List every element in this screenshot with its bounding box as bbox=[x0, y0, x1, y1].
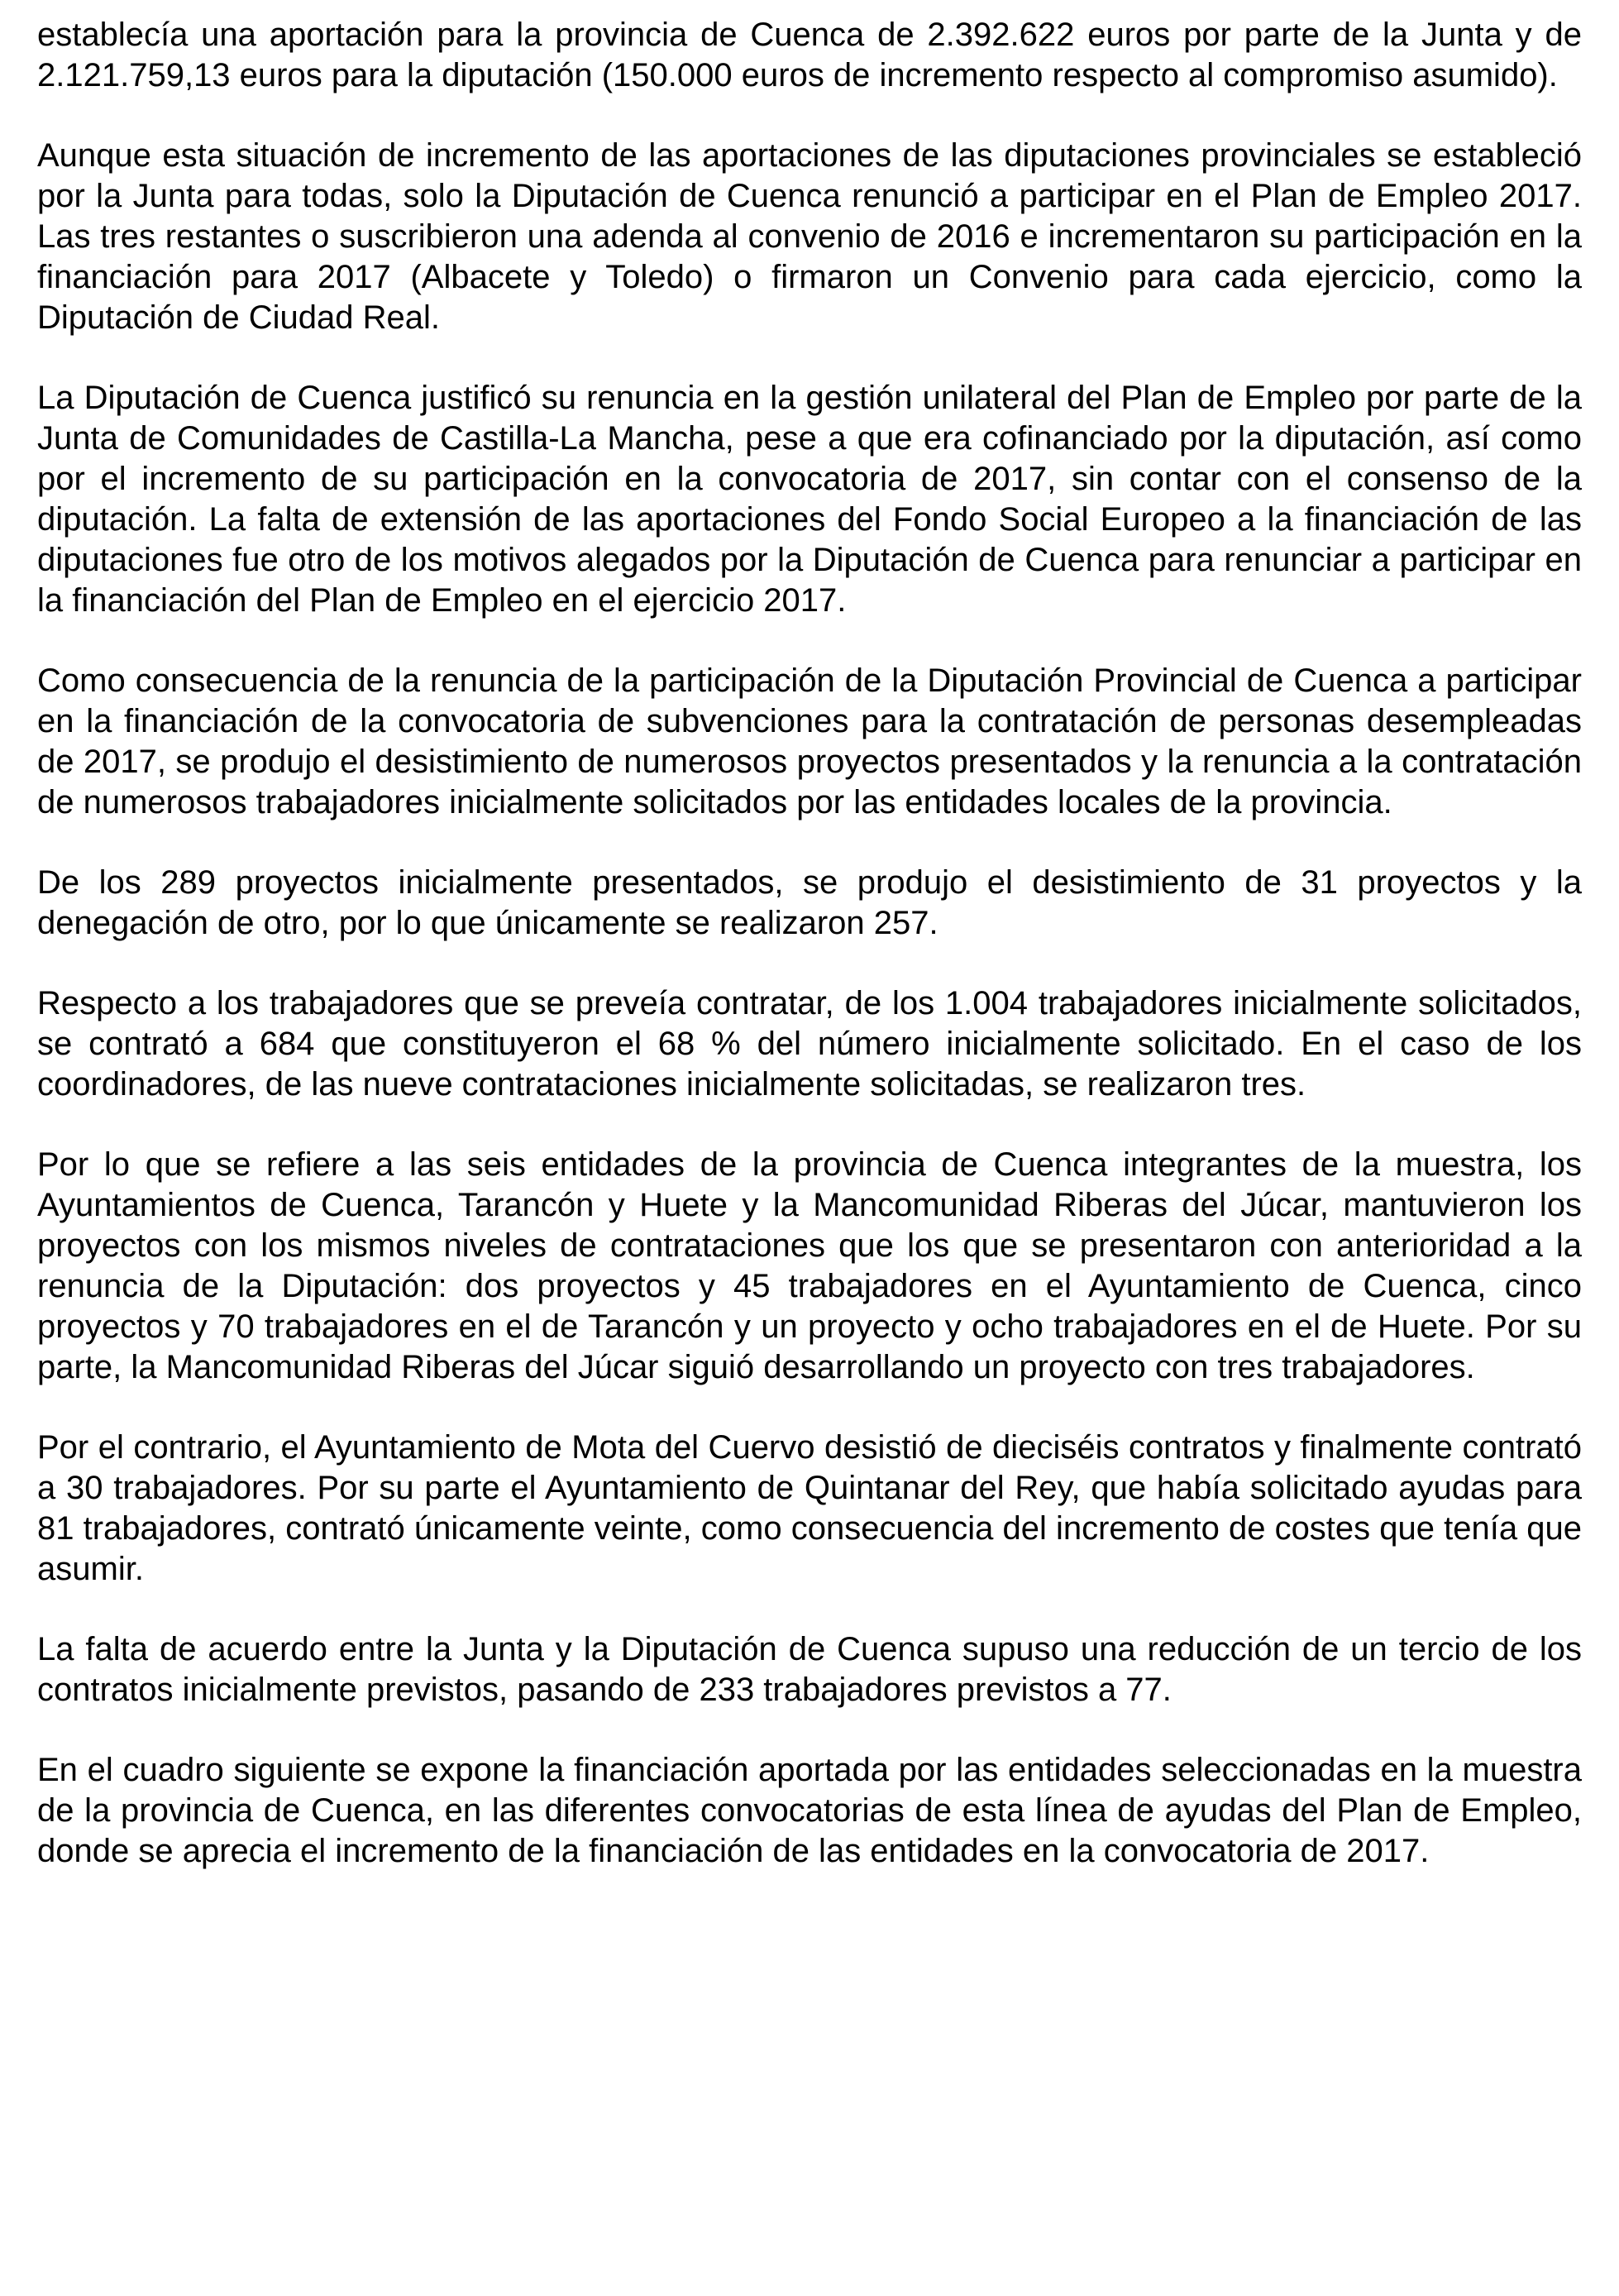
paragraph-mota-quintanar: Por el contrario, el Ayuntamiento de Mota del Cuervo desistió de dieciséis contratos y finalmente contrató a 30 trabajadores. Por su parte el Ayuntamiento de Quintanar del Rey, que había solicitado ayudas para 81 trabajadores, contrató únicamente veinte, como consecuencia del incremento de costes que tenía que asumir. bbox=[37, 1429, 1582, 1587]
paragraph-reduccion-contratos: La falta de acuerdo entre la Junta y la Diputación de Cuenca supuso una reducción de un tercio de los contratos inicialmente previstos, pasando de 233 trabajadores previstos a 77. bbox=[37, 1631, 1582, 1708]
paragraph-justificacion-renuncia: La Diputación de Cuenca justificó su renuncia en la gestión unilateral del Plan de Empleo por parte de la Junta de Comunidades de Castilla-La Mancha, pese a que era cofinanciado por la diputación, así como por el incremento de su participación en la convocatoria de 2017, sin contar con el consenso de la diputación. La falta de extensión de las aportaciones del Fondo Social Europeo a la financiación de las diputaciones fue otro de los motivos alegados por la Diputación de Cuenca para renunciar a participar en la financiación del Plan de Empleo en el ejercicio 2017. bbox=[37, 380, 1582, 619]
paragraph-proyectos-presentados: De los 289 proyectos inicialmente presentados, se produjo el desistimiento de 31 proyectos y la denegación de otro, por lo que únicamente se realizaron 257. bbox=[37, 864, 1582, 941]
paragraph-aportacion-cuenca: establecía una aportación para la provincia de Cuenca de 2.392.622 euros por parte de la Junta y de 2.121.759,13 euros para la diputación (150.000 euros de incremento respecto al compromiso asumido). bbox=[37, 17, 1582, 93]
document-page bbox=[37, 15, 1582, 1911]
paragraph-consecuencias-renuncia: Como consecuencia de la renuncia de la participación de la Diputación Provincial de Cuenca a participar en la financiación de la convocatoria de subvenciones para la contratación de personas desempleadas de 2017, se produjo el desistimiento de numerosos proyectos presentados y la renuncia a la contratación de numerosos trabajadores inicialmente solicitados por las entidades locales de la provincia. bbox=[37, 662, 1582, 820]
paragraph-renuncia-diputacion: Aunque esta situación de incremento de las aportaciones de las diputaciones provinciales se estableció por la Junta para todas, solo la Diputación de Cuenca renunció a participar en el Plan de Empleo 2017. Las tres restantes o suscribieron una adenda al convenio de 2016 e incrementaron su participación en la financiación para 2017 (Albacete y Toledo) o firmaron un Convenio para cada ejercicio, como la Diputación de Ciudad Real. bbox=[37, 137, 1582, 336]
paragraph-entidades-muestra: Por lo que se refiere a las seis entidades de la provincia de Cuenca integrantes de la muestra, los Ayuntamientos de Cuenca, Tarancón y Huete y la Mancomunidad Riberas del Júcar, mantuvieron los proyectos con los mismos niveles de contrataciones que los que se presentaron con anterioridad a la renuncia de la Diputación: dos proyectos y 45 trabajadores en el Ayuntamiento de Cuenca, cinco proyectos y 70 trabajadores en el de Tarancón y un proyecto y ocho trabajadores en el de Huete. Por su parte, la Mancomunidad Riberas del Júcar siguió desarrollando un proyecto con tres trabajadores. bbox=[37, 1146, 1582, 1385]
paragraph-cuadro-financiacion: En el cuadro siguiente se expone la financiación aportada por las entidades seleccionadas en la muestra de la provincia de Cuenca, en las diferentes convocatorias de esta línea de ayudas del Plan de Empleo, donde se aprecia el incremento de la financiación de las entidades en la convocatoria de 2017. bbox=[37, 1752, 1582, 1869]
paragraph-trabajadores-contratados: Respecto a los trabajadores que se preveía contratar, de los 1.004 trabajadores inicialmente solicitados, se contrató a 684 que constituyeron el 68 % del número inicialmente solicitado. En el caso de los coordinadores, de las nueve contrataciones inicialmente solicitadas, se realizaron tres. bbox=[37, 985, 1582, 1103]
